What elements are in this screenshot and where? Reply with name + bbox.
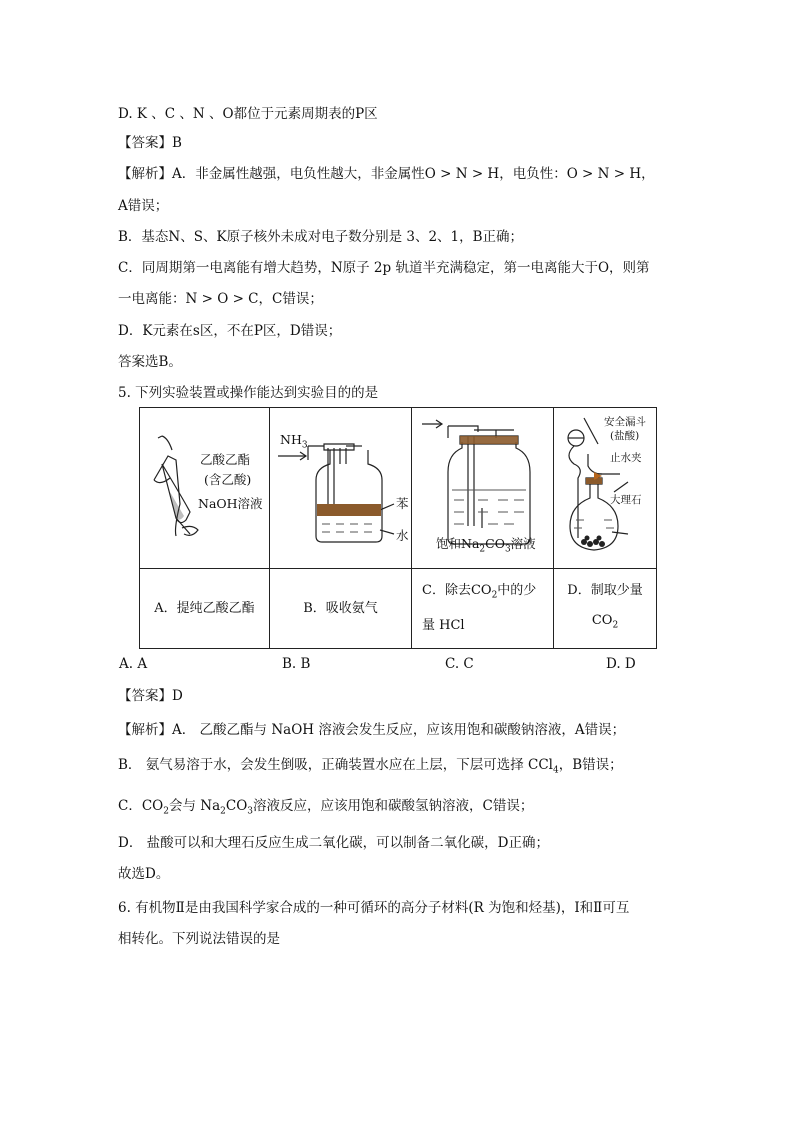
apparatus-table — [139, 407, 657, 649]
fig-c-solution-label: 饱和$Na_2CO_3$溶液 — [436, 536, 536, 555]
fig-b-gas-label: $NH_3$ — [280, 432, 308, 451]
q4-analysis-line-4: C．同周期第一电离能有增大趋势，N原子 2p 轨道半充满稳定，第一电离能大于O，则第 — [118, 260, 650, 276]
q4-analysis-line-7: 答案选B。 — [118, 354, 182, 370]
separatory-funnel-figure — [140, 408, 270, 568]
figure-a-cell — [140, 408, 270, 569]
figure-d-cell — [554, 408, 657, 569]
q5-option-b: B. B — [282, 656, 311, 672]
q5-analysis-line-4: D． 盐酸可以和大理石反应生成二氧化碳，可以制备二氧化碳，D正确； — [118, 835, 549, 851]
figure-c-cell — [412, 408, 554, 569]
q4-analysis-line-2: A错误； — [118, 198, 169, 214]
q5-analysis-line-3: C．$CO_2$会与 $Na_2CO_3$溶液反应，应该用饱和碳酸氢钠溶液，C错误； — [118, 798, 534, 817]
q6-stem-line-1: 6. 有机物Ⅱ是由我国科学家合成的一种可循环的高分子材料(R 为饱和烃基)，Ⅰ和Ⅱ可互 — [118, 900, 630, 916]
q5-option-a: A. A — [119, 656, 148, 672]
q4-option-d: D. K 、C 、N 、O都位于元素周期表的P区 — [118, 106, 378, 122]
fig-a-label-ester: 乙酸乙酯 — [200, 452, 251, 467]
q5-option-c: C. C — [445, 656, 474, 672]
figure-b-cell — [270, 408, 412, 569]
q5-analysis-line-1: 【解析】A． 乙酸乙酯与 NaOH 溶液会发生反应，应该用饱和碳酸钠溶液，A错误； — [118, 722, 626, 738]
fig-d-clamp-label: 止水夹 — [610, 452, 642, 464]
fig-d-funnel-label: 安全漏斗 — [604, 416, 646, 428]
fig-a-label-naoh: NaOH溶液 — [198, 496, 263, 511]
fig-d-funnel-acid-label: (盐酸) — [610, 430, 640, 442]
caption-c: C．除去$CO_2$中的少 量 HCl — [412, 569, 554, 649]
co2-generator-figure — [554, 408, 657, 568]
caption-a: A．提纯乙酸乙酯 — [140, 569, 270, 649]
fig-b-lower-layer: 水 — [396, 528, 409, 543]
q4-analysis-line-5: 一电离能：N > O > C，C错误； — [118, 291, 323, 307]
caption-d: D．制取少量 $CO_2$ — [554, 569, 657, 649]
caption-b: B．吸收氨气 — [270, 569, 412, 649]
q4-analysis-line-6: D．K元素在s区，不在P区，D错误； — [118, 323, 342, 339]
q4-analysis-line-1: 【解析】A．非金属性越强，电负性越大，非金属性O > N > H，电负性：O > N > H， — [118, 166, 655, 182]
q4-analysis-line-3: B．基态N、S、K原子核外未成对电子数分别是 3、2、1，B正确； — [118, 229, 524, 245]
q4-answer: 【答案】B — [118, 135, 182, 151]
q5-analysis-line-2: B． 氨气易溶于水，会发生倒吸，正确装置水应在上层，下层可选择 CCl$_4$，B错误； — [118, 757, 623, 776]
q5-option-d: D. D — [606, 656, 636, 672]
q6-stem-line-2: 相转化。下列说法错误的是 — [118, 931, 280, 947]
fig-a-label-acid: (含乙酸) — [204, 472, 252, 487]
fig-d-marble-label: 大理石 — [610, 494, 642, 506]
q5-stem: 5. 下列实验装置或操作能达到实验目的的是 — [118, 385, 379, 401]
q5-analysis-line-5: 故选D。 — [118, 866, 170, 882]
q5-answer: 【答案】D — [118, 688, 183, 704]
fig-b-upper-layer: 苯 — [396, 496, 409, 511]
